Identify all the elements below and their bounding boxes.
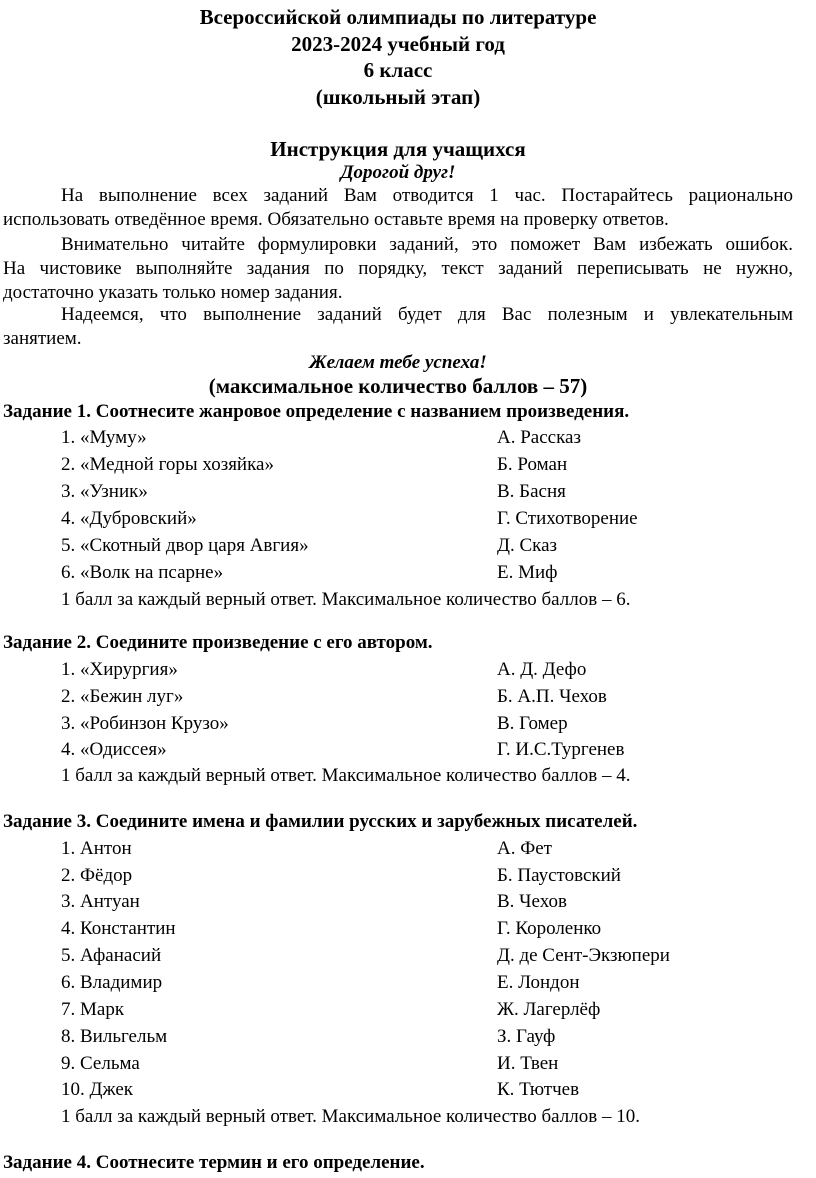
task-2-item: 3. «Робинзон Крузо» — [61, 713, 229, 734]
task-1-item: 4. «Дубровский» — [61, 508, 197, 529]
task-2-item: 1. «Хирургия» — [61, 659, 178, 680]
task-3-option: А. Фет — [497, 838, 552, 859]
task-2-option: Б. А.П. Чехов — [497, 686, 607, 707]
task-3-item: 4. Константин — [61, 918, 176, 939]
task-3-item: 1. Антон — [61, 838, 132, 859]
task-1-item: 1. «Муму» — [61, 427, 147, 448]
task-3-title: Задание 3. Соедините имена и фамилии русских и зарубежных писателей. — [3, 811, 638, 832]
task-3-item: 5. Афанасий — [61, 945, 162, 966]
task-3-option: Ж. Лагерлёф — [497, 999, 601, 1020]
task-3-option: Д. де Сент-Экзюпери — [497, 945, 670, 966]
task-3-item: 6. Владимир — [61, 972, 163, 993]
task-3-score-note: 1 балл за каждый верный ответ. Максимальное количество баллов – 10. — [61, 1106, 640, 1127]
task-4-title: Задание 4. Соотнесите термин и его определение. — [3, 1152, 425, 1173]
task-3-option: З. Гауф — [497, 1026, 556, 1047]
task-1-item: 5. «Скотный двор царя Авгия» — [61, 535, 309, 556]
task-1-option: Д. Сказ — [497, 535, 558, 556]
stage-label: (школьный этап) — [315, 85, 481, 109]
paragraph-1-line-2: использовать отведённое время. Обязательно оставьте время на проверку ответов. — [3, 209, 669, 230]
task-3-option: В. Чехов — [497, 891, 567, 912]
wish-text: Желаем тебе успеха! — [309, 352, 487, 373]
task-2-item: 4. «Одиссея» — [61, 739, 167, 760]
paragraph-2-line-2: На чистовике выполняйте задания по порядку, текст заданий переписывать не нужно, — [3, 258, 793, 279]
task-2-item: 2. «Бежин луг» — [61, 686, 184, 707]
task-3-item: 2. Фёдор — [61, 865, 133, 886]
task-2-title: Задание 2. Соедините произведение с его автором. — [3, 632, 433, 653]
task-1-item: 3. «Узник» — [61, 481, 148, 502]
task-1-option: А. Рассказ — [497, 427, 581, 448]
task-2-score-note: 1 балл за каждый верный ответ. Максимальное количество баллов – 4. — [61, 765, 631, 786]
grade-label: 6 класс — [363, 58, 433, 82]
max-score-total: (максимальное количество баллов – 57) — [208, 374, 588, 398]
task-3-option: К. Тютчев — [497, 1079, 580, 1100]
task-2-option: А. Д. Дефо — [497, 659, 587, 680]
task-1-option: Г. Стихотворение — [497, 508, 638, 529]
task-3-item: 10. Джек — [61, 1079, 134, 1100]
instructions-title: Инструкция для учащихся — [270, 137, 526, 161]
task-3-item: 3. Антуан — [61, 891, 140, 912]
task-2-option: В. Гомер — [497, 713, 568, 734]
task-1-option: Е. Миф — [497, 562, 558, 583]
task-3-option: Г. Короленко — [497, 918, 602, 939]
task-1-option: Б. Роман — [497, 454, 568, 475]
task-3-item: 9. Сельма — [61, 1053, 140, 1074]
task-1-title: Задание 1. Соотнесите жанровое определение с названием произведения. — [3, 401, 630, 422]
olympiad-title: Всероссийской олимпиады по литературе — [199, 5, 597, 29]
paragraph-3-line-2: занятием. — [3, 328, 82, 349]
task-1-option: В. Басня — [497, 481, 566, 502]
paragraph-2-line-3: достаточно указать только номер задания. — [3, 282, 343, 303]
paragraph-2-line-1: Внимательно читайте формулировки заданий, это поможет Вам избежать ошибок. — [61, 234, 793, 255]
school-year: 2023-2024 учебный год — [291, 32, 505, 56]
task-2-option: Г. И.С.Тургенев — [497, 739, 625, 760]
task-3-option: Б. Паустовский — [497, 865, 621, 886]
task-3-option: Е. Лондон — [497, 972, 580, 993]
paragraph-1-line-1: На выполнение всех заданий Вам отводится 1 час. Постарайтесь рационально — [61, 185, 793, 206]
task-1-score-note: 1 балл за каждый верный ответ. Максимальное количество баллов – 6. — [61, 589, 631, 610]
greeting: Дорогой друг! — [340, 162, 456, 183]
paragraph-3-line-1: Надеемся, что выполнение заданий будет для Вас полезным и увлекательным — [61, 304, 793, 325]
task-1-item: 2. «Медной горы хозяйка» — [61, 454, 274, 475]
task-3-item: 7. Марк — [61, 999, 125, 1020]
task-3-item: 8. Вильгельм — [61, 1026, 168, 1047]
task-3-option: И. Твен — [497, 1053, 559, 1074]
task-1-item: 6. «Волк на псарне» — [61, 562, 224, 583]
